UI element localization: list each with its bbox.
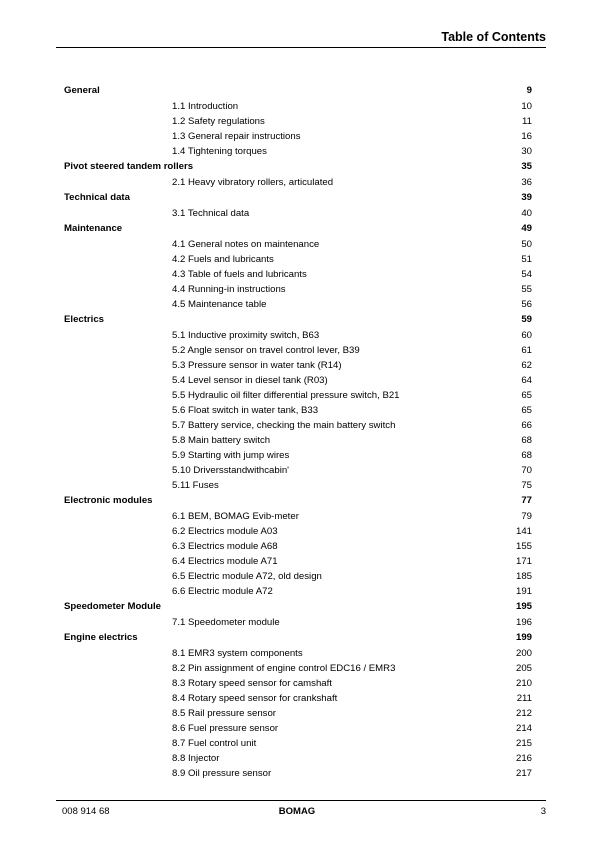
toc-entry-title: 6.1 BEM, BOMAG Evib-meter bbox=[172, 511, 299, 522]
toc-entry-page: 59 bbox=[521, 314, 532, 325]
footer-doc-number: 008 914 68 bbox=[62, 806, 110, 817]
toc-chapter-entry[interactable] bbox=[64, 83, 532, 99]
toc-section-entry[interactable] bbox=[64, 463, 532, 478]
toc-entry-page: 49 bbox=[521, 223, 532, 234]
toc-entry-title: Electrics bbox=[64, 314, 105, 325]
toc-entry-title: Pivot steered tandem rollers bbox=[64, 161, 194, 172]
toc-entry-title: 3.1 Technical data bbox=[172, 208, 250, 219]
toc-entry-title: Maintenance bbox=[64, 223, 123, 234]
toc-section-entry[interactable] bbox=[64, 554, 532, 569]
toc-entry-page: 68 bbox=[521, 450, 532, 461]
toc-section-entry[interactable] bbox=[64, 676, 532, 691]
toc-section-entry[interactable] bbox=[64, 736, 532, 751]
toc-entry-page: 79 bbox=[521, 511, 532, 522]
toc-section-entry[interactable] bbox=[64, 751, 532, 766]
toc-section-entry[interactable] bbox=[64, 646, 532, 661]
toc-entry-page: 205 bbox=[515, 663, 532, 674]
toc-section-entry[interactable] bbox=[64, 252, 532, 267]
toc-entry-title: Engine electrics bbox=[64, 632, 138, 643]
toc-entry-page: 51 bbox=[521, 254, 532, 265]
toc-entry-title: 8.3 Rotary speed sensor for camshaft bbox=[172, 678, 332, 689]
toc-entry-page: 200 bbox=[515, 648, 532, 659]
toc-entry-title: 6.3 Electrics module A68 bbox=[172, 541, 278, 552]
toc-entry-page: 141 bbox=[515, 526, 532, 537]
toc-section-entry[interactable] bbox=[64, 706, 532, 721]
toc-entry-page: 36 bbox=[521, 177, 532, 188]
toc-entry-title: General bbox=[64, 85, 100, 96]
toc-entry-page: 185 bbox=[515, 571, 532, 582]
toc-entry-title: 8.9 Oil pressure sensor bbox=[172, 768, 272, 779]
toc-entry-title: 5.6 Float switch in water tank, B33 bbox=[172, 405, 319, 416]
toc-entry-page: 210 bbox=[515, 678, 532, 689]
toc-section-entry[interactable] bbox=[64, 448, 532, 463]
toc-section-entry[interactable] bbox=[64, 766, 532, 781]
toc-entry-page: 214 bbox=[515, 723, 532, 734]
toc-entry-title: 8.4 Rotary speed sensor for crankshaft bbox=[172, 693, 338, 704]
toc-entry-page: 56 bbox=[521, 299, 532, 310]
toc-entry-title: 8.2 Pin assignment of engine control EDC16 / EMR3 bbox=[172, 663, 396, 674]
toc-entry-page: 64 bbox=[521, 375, 532, 386]
toc-entry-title: 6.6 Electric module A72 bbox=[172, 586, 273, 597]
toc-entry-title: Electronic modules bbox=[64, 495, 153, 506]
toc-section-entry[interactable] bbox=[64, 539, 532, 554]
toc-section-entry[interactable] bbox=[64, 584, 532, 599]
toc-entry-title: 6.4 Electrics module A71 bbox=[172, 556, 278, 567]
toc-list bbox=[64, 83, 532, 781]
toc-entry-page: 61 bbox=[521, 345, 532, 356]
page-header-title: Table of Contents bbox=[441, 30, 546, 44]
toc-chapter-entry[interactable] bbox=[64, 312, 532, 328]
toc-entry-page: 55 bbox=[521, 284, 532, 295]
toc-entry-title: 4.2 Fuels and lubricants bbox=[172, 254, 274, 265]
toc-section-entry[interactable] bbox=[64, 569, 532, 584]
toc-section-entry[interactable] bbox=[64, 615, 532, 630]
toc-entry-page: 216 bbox=[515, 753, 532, 764]
toc-section-entry[interactable] bbox=[64, 661, 532, 676]
toc-entry-page: 66 bbox=[521, 420, 532, 431]
toc-section-entry[interactable] bbox=[64, 721, 532, 736]
toc-entry-page: 60 bbox=[521, 330, 532, 341]
toc-section-entry[interactable] bbox=[64, 388, 532, 403]
toc-entry-title: 1.3 General repair instructions bbox=[172, 131, 301, 142]
toc-entry-page: 196 bbox=[515, 617, 532, 628]
toc-entry-title: 5.8 Main battery switch bbox=[172, 435, 271, 446]
toc-entry-title: 5.11 Fuses bbox=[172, 480, 219, 491]
toc-entry-title: 5.2 Angle sensor on travel control lever, B39 bbox=[172, 345, 360, 356]
toc-entry-page: 62 bbox=[521, 360, 532, 371]
toc-entry-page: 199 bbox=[515, 632, 532, 643]
toc-entry-title: 1.4 Tightening torques bbox=[172, 146, 267, 157]
toc-section-entry[interactable] bbox=[64, 478, 532, 493]
toc-section-entry[interactable] bbox=[64, 373, 532, 388]
toc-entry-page: 171 bbox=[515, 556, 532, 567]
footer-rule bbox=[56, 800, 546, 801]
toc-section-entry[interactable] bbox=[64, 358, 532, 373]
toc-entry-title: 8.8 Injector bbox=[172, 753, 220, 764]
toc-entry-page: 35 bbox=[521, 161, 532, 172]
toc-entry-page: 70 bbox=[521, 465, 532, 476]
toc-entry-page: 9 bbox=[526, 85, 532, 96]
toc-entry-page: 217 bbox=[515, 768, 532, 779]
toc-entry-title: 5.3 Pressure sensor in water tank (R14) bbox=[172, 360, 342, 371]
header-rule bbox=[56, 47, 546, 48]
toc-section-entry[interactable] bbox=[64, 418, 532, 433]
toc-chapter-entry[interactable] bbox=[64, 493, 532, 509]
toc-chapter-entry[interactable] bbox=[64, 599, 532, 615]
footer-brand: BOMAG bbox=[278, 806, 316, 817]
toc-entry-page: 65 bbox=[521, 405, 532, 416]
toc-section-entry[interactable] bbox=[64, 403, 532, 418]
toc-entry-page: 10 bbox=[521, 101, 532, 112]
toc-section-entry[interactable] bbox=[64, 175, 532, 190]
toc-section-entry[interactable] bbox=[64, 509, 532, 524]
toc-section-entry[interactable] bbox=[64, 237, 532, 252]
toc-chapter-entry[interactable] bbox=[64, 190, 532, 206]
toc-section-entry[interactable] bbox=[64, 691, 532, 706]
toc-entry-title: 2.1 Heavy vibratory rollers, articulated bbox=[172, 177, 334, 188]
toc-entry-title: Technical data bbox=[64, 192, 130, 203]
toc-entry-page: 215 bbox=[515, 738, 532, 749]
toc-entry-page: 11 bbox=[522, 116, 532, 127]
toc-entry-page: 50 bbox=[521, 239, 532, 250]
toc-entry-title: 6.5 Electric module A72, old design bbox=[172, 571, 322, 582]
toc-chapter-entry[interactable] bbox=[64, 221, 532, 237]
toc-entry-title: 1.2 Safety regulations bbox=[172, 116, 265, 127]
toc-entry-title: 8.7 Fuel control unit bbox=[172, 738, 257, 749]
toc-entry-title: 1.1 Introduction bbox=[172, 101, 239, 112]
toc-section-entry[interactable] bbox=[64, 144, 532, 159]
toc-entry-title: 4.1 General notes on maintenance bbox=[172, 239, 320, 250]
toc-section-entry[interactable] bbox=[64, 206, 532, 221]
toc-entry-title: 5.9 Starting with jump wires bbox=[172, 450, 290, 461]
footer-page-number: 3 bbox=[540, 806, 546, 817]
toc-entry-title: 4.5 Maintenance table bbox=[172, 299, 267, 310]
toc-section-entry[interactable] bbox=[64, 328, 532, 343]
toc-section-entry[interactable] bbox=[64, 282, 532, 297]
toc-entry-page: 40 bbox=[521, 208, 532, 219]
toc-entry-page: 211 bbox=[516, 693, 532, 704]
toc-section-entry[interactable] bbox=[64, 129, 532, 144]
toc-section-entry[interactable] bbox=[64, 114, 532, 129]
toc-entry-page: 191 bbox=[515, 586, 532, 597]
toc-entry-page: 39 bbox=[521, 192, 532, 203]
toc-entry-page: 75 bbox=[521, 480, 532, 491]
toc-entry-title: 8.5 Rail pressure sensor bbox=[172, 708, 276, 719]
toc-entry-title: Speedometer Module bbox=[64, 601, 162, 612]
toc-entry-title: 5.10 Driversstandwithcabin' bbox=[172, 465, 290, 476]
toc-entry-title: 5.5 Hydraulic oil filter differential pressure switch, B21 bbox=[172, 390, 400, 401]
toc-entry-page: 77 bbox=[521, 495, 532, 506]
toc-entry-title: 5.4 Level sensor in diesel tank (R03) bbox=[172, 375, 328, 386]
toc-entry-page: 155 bbox=[515, 541, 532, 552]
toc-entry-title: 4.3 Table of fuels and lubricants bbox=[172, 269, 307, 280]
toc-entry-page: 195 bbox=[515, 601, 532, 612]
toc-entry-title: 8.1 EMR3 system components bbox=[172, 648, 303, 659]
toc-section-entry[interactable] bbox=[64, 297, 532, 312]
toc-section-entry[interactable] bbox=[64, 99, 532, 114]
toc-entry-page: 30 bbox=[521, 146, 532, 157]
toc-entry-title: 5.1 Inductive proximity switch, B63 bbox=[172, 330, 320, 341]
toc-entry-title: 4.4 Running-in instructions bbox=[172, 284, 286, 295]
toc-section-entry[interactable] bbox=[64, 343, 532, 358]
toc-section-entry[interactable] bbox=[64, 524, 532, 539]
toc-section-entry[interactable] bbox=[64, 267, 532, 282]
toc-entry-page: 54 bbox=[521, 269, 532, 280]
toc-chapter-entry[interactable] bbox=[64, 159, 532, 175]
toc-entry-page: 68 bbox=[521, 435, 532, 446]
toc-entry-title: 6.2 Electrics module A03 bbox=[172, 526, 278, 537]
toc-entry-title: 8.6 Fuel pressure sensor bbox=[172, 723, 279, 734]
toc-chapter-entry[interactable] bbox=[64, 630, 532, 646]
toc-entry-title: 5.7 Battery service, checking the main battery switch bbox=[172, 420, 396, 431]
toc-entry-title: 7.1 Speedometer module bbox=[172, 617, 280, 628]
toc-entry-page: 65 bbox=[521, 390, 532, 401]
toc-section-entry[interactable] bbox=[64, 433, 532, 448]
toc-entry-page: 16 bbox=[521, 131, 532, 142]
toc-entry-page: 212 bbox=[515, 708, 532, 719]
